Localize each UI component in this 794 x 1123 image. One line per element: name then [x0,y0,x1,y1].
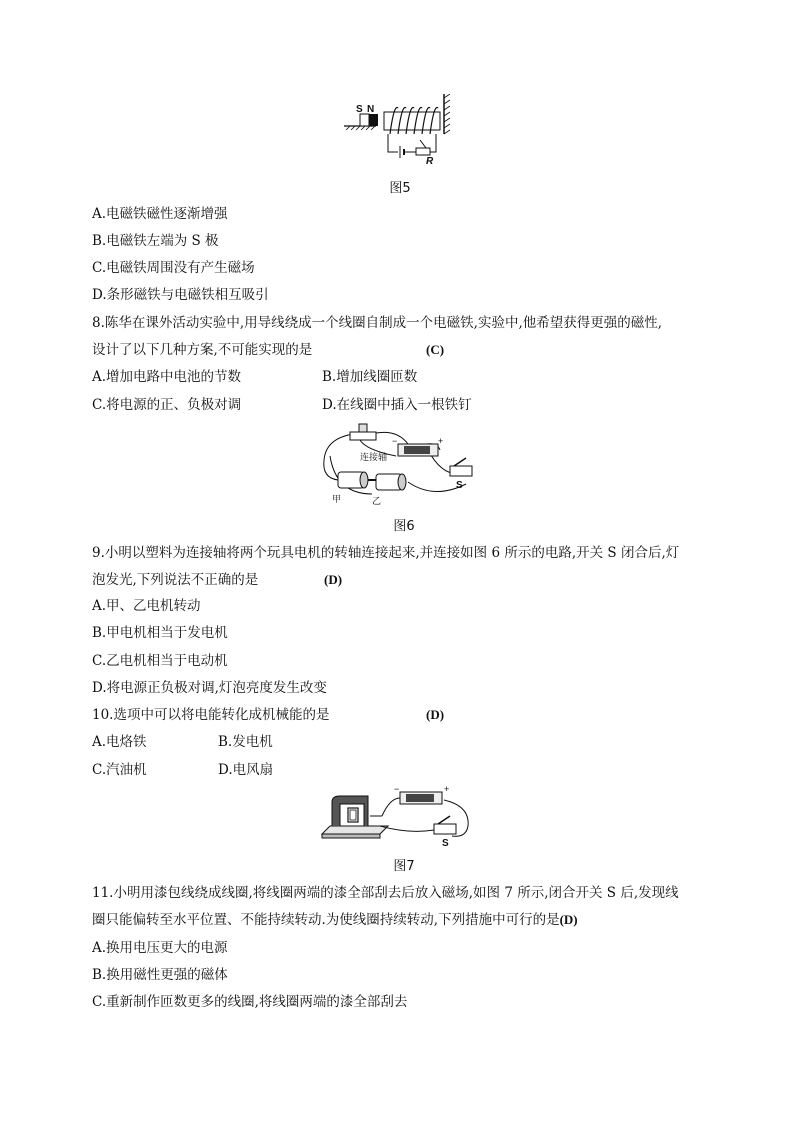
q7-option-a: A.电磁铁磁性逐渐增强 [92,206,228,222]
q11-answer: (D) [559,912,578,927]
axle-label: 连接轴 [360,452,388,462]
q9-stem-line1: 9.小明以塑料为连接轴将两个玩具电机的转轴连接起来,并连接如图 6 所示的电路,开关 S 闭合后,灯 [92,545,680,561]
q10-option-d: D.电风扇 [218,762,274,778]
q8-stem-line1: 8.陈华在课外活动实验中,用导线绕成一个线圈自制成一个电磁铁,实验中,他希望获得更强的磁性, [92,315,663,331]
q9-option-c: C.乙电机相当于电动机 [92,653,228,669]
q8-option-b: B.增加线圈匝数 [322,369,418,385]
magnet-s-label: S [356,104,363,115]
figure-7-caption: 图7 [393,859,415,874]
q10-answer: (D) [426,707,445,722]
q11-option-c: C.重新制作匝数更多的线圈,将线圈两端的漆全部刮去 [92,994,408,1010]
q8-option-d: D.在线圈中插入一根铁钉 [322,397,472,413]
q10-option-a: A.电烙铁 [92,734,147,750]
q7-option-c: C.电磁铁周围没有产生磁场 [92,260,255,276]
fig7-battery-plus-label: + [444,786,450,794]
q11-option-a: A.换用电压更大的电源 [92,940,228,956]
figure-7-coil-motor-diagram [318,786,478,850]
battery-minus-label: − [392,436,398,446]
q9-option-a: A.甲、乙电机转动 [92,598,201,614]
q7-option-b: B.电磁铁左端为 S 极 [92,233,219,249]
q10-option-b: B.发电机 [218,734,273,750]
q9-answer: (D) [324,572,343,587]
q10-stem-text: 10.选项中可以将电能转化成机械能的是 [92,707,330,723]
q8-stem-line2 [92,340,445,360]
q8-stem-text: 设计了以下几种方案,不可能实现的是 [92,342,313,358]
motor-yi-label: 乙 [372,496,382,506]
fig7-switch-s-label: S [442,838,449,849]
switch-s-label: S [456,480,463,491]
figure-5-electromagnet-diagram [340,94,460,166]
q9-option-d: D.将电源正负极对调,灯泡亮度发生改变 [92,680,327,696]
rheostat-r-label: R [426,156,434,166]
q9-option-b: B.甲电机相当于发电机 [92,625,228,641]
q9-stem-line2 [92,570,343,590]
magnet-n-label: N [367,104,375,115]
q9-stem-text: 泡发光,下列说法不正确的是 [92,572,259,588]
q10-option-c: C.汽油机 [92,762,147,778]
motor-jia-label: 甲 [332,494,342,504]
q10-stem [92,705,445,725]
figure-6-caption: 图6 [393,519,415,534]
q8-answer: (C) [426,342,445,357]
q11-stem-line2 [92,910,578,930]
q8-option-c: C.将电源的正、负极对调 [92,397,242,413]
fig7-battery-minus-label: − [394,786,400,794]
figure-6-motor-circuit-diagram [316,420,491,512]
q8-option-a: A.增加电路中电池的节数 [92,369,242,385]
figure-5-caption: 图5 [389,181,411,196]
q11-stem-text: 圈只能偏转至水平位置、不能持续转动.为使线圈持续转动,下列措施中可行的是 [92,912,560,928]
q11-stem-line1: 11.小明用漆包线绕成线圈,将线圈两端的漆全部刮去后放入磁场,如图 7 所示,闭合开关 S 后,发现线 [92,885,679,901]
q7-option-d: D.条形磁铁与电磁铁相互吸引 [92,287,269,303]
q11-option-b: B.换用磁性更强的磁体 [92,967,228,983]
battery-plus-label: + [438,436,444,446]
